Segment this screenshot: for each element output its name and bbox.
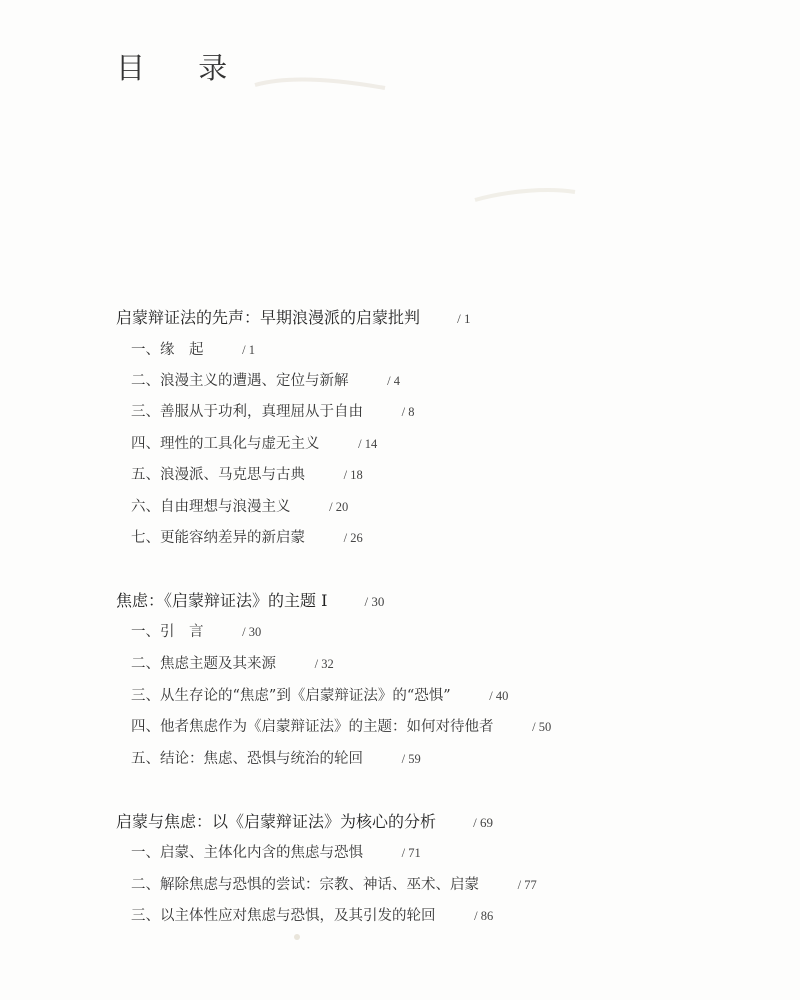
- section-title: 一、引 言: [131, 624, 204, 640]
- chapter-1-entry[interactable]: [116, 308, 470, 329]
- page-number: / 59: [401, 752, 421, 766]
- section-title: 二、焦虑主题及其来源: [131, 656, 276, 672]
- toc-entry[interactable]: [131, 434, 377, 454]
- section-title: 五、结论：焦虑、恐惧与统治的轮回: [131, 751, 363, 767]
- section-title: 三、从生存论的“焦虑”到《启蒙辩证法》的“恐惧”: [131, 688, 451, 704]
- toc-entry[interactable]: [131, 622, 261, 642]
- toc-entry[interactable]: [131, 371, 400, 391]
- page-number: / 20: [329, 500, 349, 514]
- section-title: 七、更能容纳差异的新启蒙: [131, 530, 305, 546]
- toc-entry[interactable]: [131, 749, 421, 769]
- page-number: / 4: [387, 374, 400, 388]
- page-number: / 77: [517, 878, 537, 892]
- section-title: 三、以主体性应对焦虑与恐惧，及其引发的轮回: [131, 908, 436, 924]
- toc-entry[interactable]: [131, 843, 421, 863]
- toc-entry[interactable]: [131, 497, 348, 517]
- section-title: 一、启蒙、主体化内含的焦虑与恐惧: [131, 845, 363, 861]
- toc-entry[interactable]: [131, 528, 363, 548]
- page-number: / 40: [489, 689, 509, 703]
- page-number: / 32: [314, 657, 334, 671]
- toc-entry[interactable]: [131, 686, 508, 706]
- page-number: / 14: [358, 437, 378, 451]
- page-number: / 50: [532, 720, 552, 734]
- chapter-3-entry[interactable]: [116, 812, 493, 833]
- page-number: / 8: [401, 405, 415, 419]
- section-title: 四、他者焦虑作为《启蒙辩证法》的主题：如何对待他者: [131, 719, 494, 735]
- toc-entry[interactable]: [131, 717, 551, 737]
- section-title: 四、理性的工具化与虚无主义: [131, 436, 320, 452]
- page-title: 目 录: [116, 51, 250, 85]
- toc-entry[interactable]: [131, 465, 363, 485]
- section-title: 五、浪漫派、马克思与古典: [131, 467, 305, 483]
- page-number: / 86: [474, 909, 494, 923]
- chapter-2-entry[interactable]: [116, 591, 384, 612]
- page-number: / 26: [343, 531, 363, 545]
- chapter-title: 启蒙与焦虑：以《启蒙辩证法》为核心的分析: [116, 812, 437, 831]
- toc-entry[interactable]: [131, 875, 537, 895]
- section-title: 二、浪漫主义的遭遇、定位与新解: [131, 373, 349, 389]
- toc-entry[interactable]: [131, 340, 255, 360]
- toc-entry[interactable]: [131, 906, 493, 926]
- section-title: 三、善服从于功利，真理屈从于自由: [131, 404, 363, 420]
- section-title: 二、解除焦虑与恐惧的尝试：宗教、神话、巫术、启蒙: [131, 877, 479, 893]
- chapter-title: 启蒙辩证法的先声：早期浪漫派的启蒙批判: [116, 308, 421, 327]
- page-number: / 30: [364, 594, 385, 609]
- toc-entry[interactable]: [131, 402, 414, 422]
- page-number: / 30: [242, 625, 262, 639]
- page-number: / 1: [242, 343, 255, 357]
- toc-entry[interactable]: [131, 654, 334, 674]
- page-number: / 71: [401, 846, 421, 860]
- page-number: / 1: [457, 311, 471, 326]
- page-number: / 18: [343, 468, 363, 482]
- page-number: / 69: [473, 815, 493, 830]
- chapter-title: 焦虑：《启蒙辩证法》的主题 I: [116, 591, 328, 610]
- section-title: 一、缘 起: [131, 342, 204, 358]
- section-title: 六、自由理想与浪漫主义: [131, 499, 291, 515]
